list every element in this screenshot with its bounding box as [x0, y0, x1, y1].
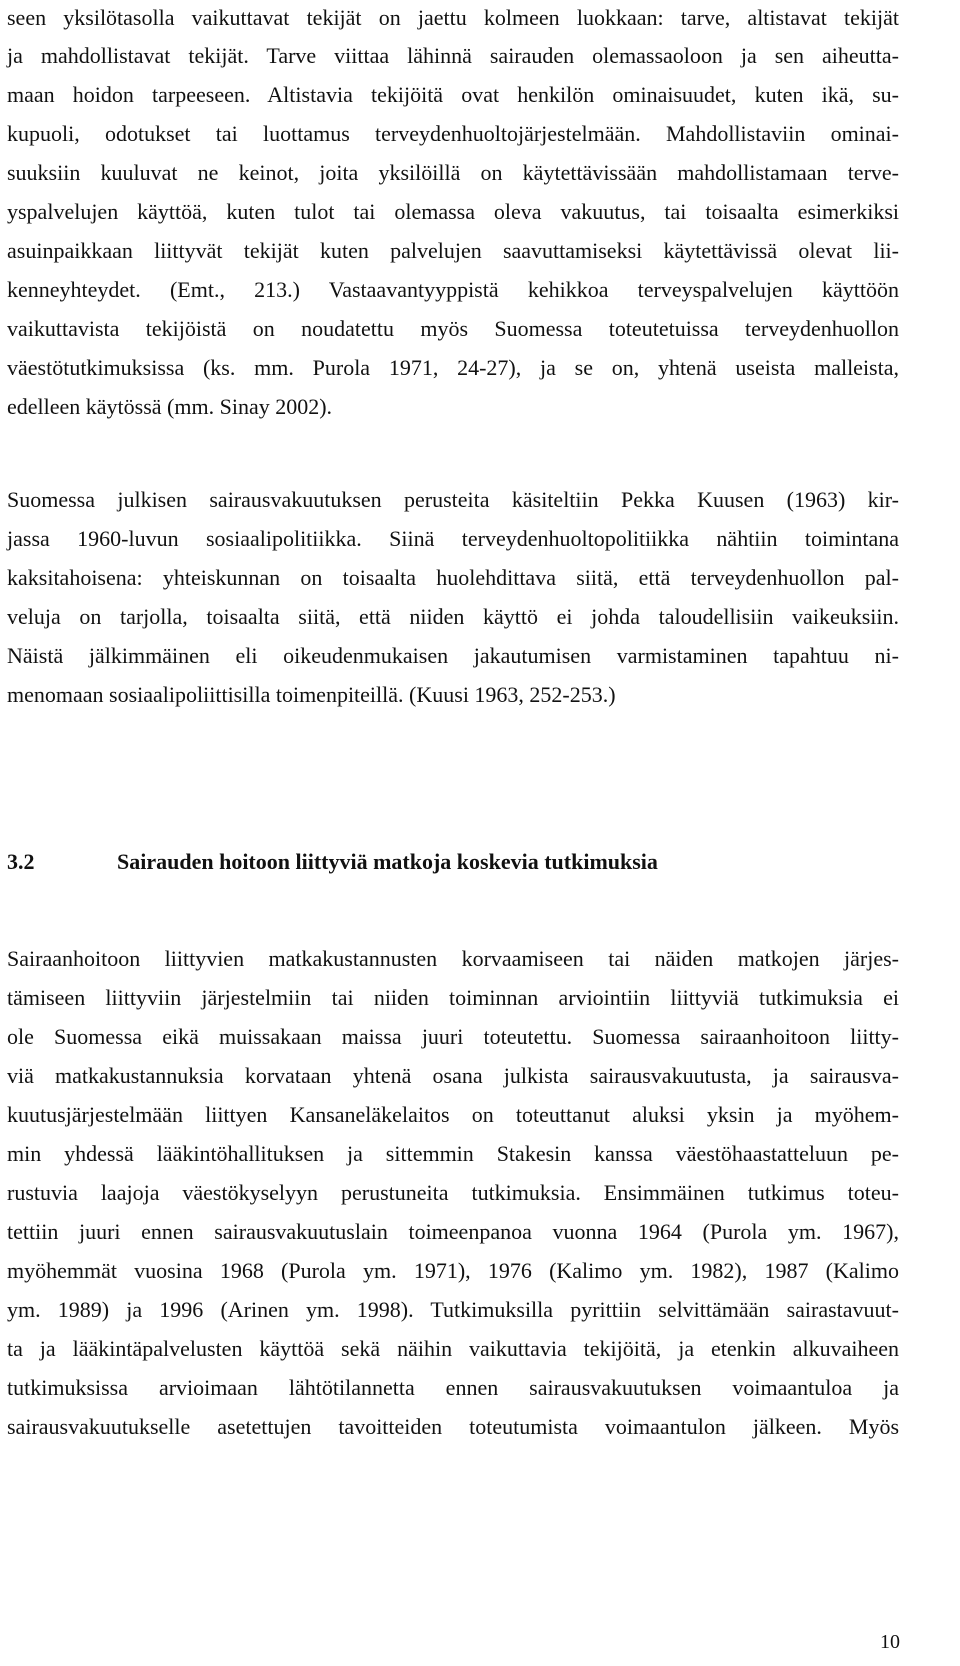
text-line: min yhdessä lääkintöhallituksen ja sittemmin Stakesin kanssa väestöhaastatteluun pe- — [7, 1141, 899, 1166]
text-line: tettiin juuri ennen sairausvakuutuslain toimeenpanoa vuonna 1964 (Purola ym. 1967), — [7, 1219, 899, 1244]
section-title: Sairauden hoitoon liittyviä matkoja koskevia tutkimuksia — [117, 849, 658, 874]
text-line: ja mahdollistavat tekijät. Tarve viittaa lähinnä sairauden olemassaoloon ja sen aiheutta- — [7, 43, 899, 68]
text-line: ta ja lääkintäpalvelusten käyttöä sekä näihin vaikuttavia tekijöitä, ja etenkin alkuvaiheen — [7, 1336, 899, 1361]
text-line: kenneyhteydet. (Emt., 213.) Vastaavantyyppistä kehikkoa terveyspalvelujen käyttöön — [7, 277, 899, 302]
text-line: suuksiin kuuluvat ne keinot, joita yksilöillä on käytettävissään mahdollistamaan terve- — [7, 160, 899, 185]
text-line: maan hoidon tarpeeseen. Altistavia tekijöitä ovat henkilön ominaisuudet, kuten ikä, su- — [7, 82, 899, 107]
text-line: yspalvelujen käyttöä, kuten tulot tai olemassa oleva vakuutus, tai toisaalta esimerkiksi — [7, 199, 899, 224]
text-line: viä matkakustannuksia korvataan yhtenä osana julkista sairausvakuutusta, ja sairausva- — [7, 1063, 899, 1088]
text-line: Sairaanhoitoon liittyvien matkakustannusten korvaamiseen tai näiden matkojen järjes- — [7, 946, 899, 971]
text-line: sairausvakuutukselle asetettujen tavoitteiden toteutumista voimaantulon jälkeen. Myös — [7, 1414, 899, 1439]
text-line: jassa 1960-luvun sosiaalipolitiikka. Siinä terveydenhuoltopolitiikka nähtiin toimintana — [7, 526, 899, 551]
text-line: seen yksilötasolla vaikuttavat tekijät on jaettu kolmeen luokkaan: tarve, altistavat tekijät — [7, 5, 899, 30]
page-number: 10 — [880, 1631, 900, 1653]
text-line: Suomessa julkisen sairausvakuutuksen perusteita käsiteltiin Pekka Kuusen (1963) kir- — [7, 487, 899, 512]
section-heading — [7, 846, 658, 878]
text-line: kaksitahoisena: yhteiskunnan on toisaalta huolehdittava siitä, että terveydenhuollon pal- — [7, 565, 899, 590]
text-line: menomaan sosiaalipoliittisilla toimenpiteillä. (Kuusi 1963, 252-253.) — [7, 682, 616, 707]
text-line: kuutusjärjestelmään liittyen Kansaneläkelaitos on toteuttanut aluksi yksin ja myöhem- — [7, 1102, 899, 1127]
text-line: veluja on tarjolla, toisaalta siitä, että niiden käyttö ei johda taloudellisiin vaikeuksiin. — [7, 604, 899, 629]
text-line: ole Suomessa eikä muissakaan maissa juuri toteutettu. Suomessa sairaanhoitoon liitty- — [7, 1024, 899, 1049]
text-line: vaikuttavista tekijöistä on noudatettu myös Suomessa toteutetuissa terveydenhuollon — [7, 316, 899, 341]
text-line: myöhemmät vuosina 1968 (Purola ym. 1971), 1976 (Kalimo ym. 1982), 1987 (Kalimo — [7, 1258, 899, 1283]
text-line: väestötutkimuksissa (ks. mm. Purola 1971, 24-27), ja se on, yhtenä useista malleista, — [7, 355, 899, 380]
text-line: tutkimuksissa arvioimaan lähtötilannetta ennen sairausvakuutuksen voimaantuloa ja — [7, 1375, 899, 1400]
text-line: kupuoli, odotukset tai luottamus terveydenhuoltojärjestelmään. Mahdollistaviin ominai- — [7, 121, 899, 146]
section-number: 3.2 — [7, 849, 35, 874]
text-line: Näistä jälkimmäinen eli oikeudenmukaisen jakautumisen varmistaminen tapahtuu ni- — [7, 643, 899, 668]
text-line: tämiseen liittyviin järjestelmiin tai niiden toiminnan arviointiin liittyviä tutkimuksia ei — [7, 985, 899, 1010]
text-line: edelleen käytössä (mm. Sinay 2002). — [7, 394, 333, 419]
text-line: asuinpaikkaan liittyvät tekijät kuten palvelujen saavuttamiseksi käytettävissä olevat lii- — [7, 238, 899, 263]
text-line: ym. 1989) ja 1996 (Arinen ym. 1998). Tutkimuksilla pyrittiin selvittämään sairastavuut- — [7, 1297, 899, 1322]
text-line: rustuvia laajoja väestökyselyyn perustuneita tutkimuksia. Ensimmäinen tutkimus toteu- — [7, 1180, 899, 1205]
